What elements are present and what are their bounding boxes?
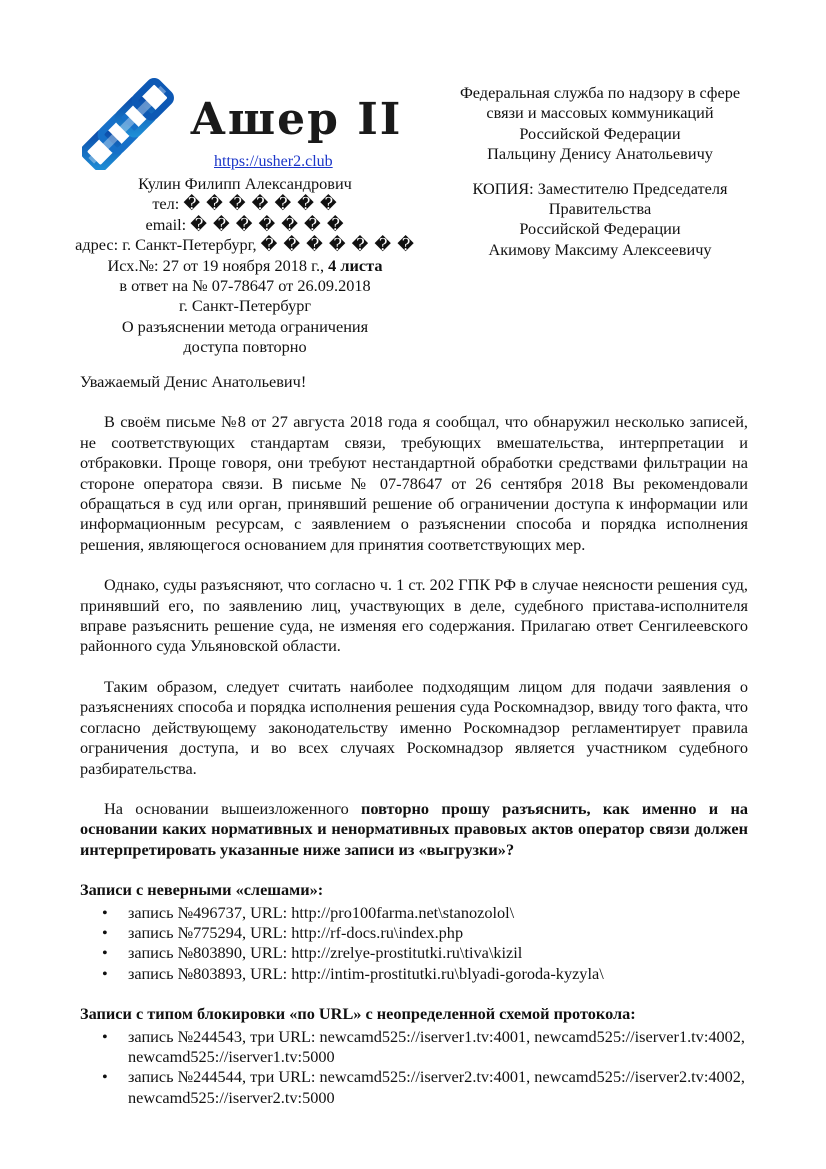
list-item: • запись №244543, три URL: newcamd525://iserver1.tv:4001, newcamd525://iserver1.tv:4002, newcamd525://iserver1.tv:5000 [128,1027,748,1068]
logo-url-link[interactable]: https://usher2.club [214,153,333,170]
copy-line-1: КОПИЯ: Заместителю Председателя [472,178,728,198]
paragraph-3: Таким образом, следует считать наиболее подходящим лицом для подачи заявления о разъяснениях способа и порядка исполнения решения суда Роскомнадзор, ввиду того факта, что согласно действующему законодательству именно Роскомнадзор регламентирует правила ограничения доступа, и во всех случаях Роскомнадзор является участником судебного разбирательства. [80,676,748,778]
chain-icon [82,78,174,170]
list-item: • запись №244544, три URL: newcamd525://iserver2.tv:4001, newcamd525://iserver2.tv:4002, newcamd525://iserver2.tv:5000 [128,1067,748,1108]
subject-line-2: доступа повторно [183,337,307,357]
section-1-list [80,903,748,985]
copy-line-3: Российской Федерации [519,219,681,239]
paragraph-2: Однако, суды разъясняют, что согласно ч. 1 ст. 202 ГПК РФ в случае неясности решения суд, принявший его, по заявлению лиц, участвующих в деле, судебного пристава-исполнителя вправе разъяснить решение суда, не изменяя его содержания. Прилагаю ответ Сенгилеевского районного суда Ульяновской области. [80,575,748,656]
sender-city: г. Санкт-Петербург [178,296,312,316]
logo-title: Ашер II [190,94,403,145]
copy-line-2: Правительства [548,199,652,219]
section-2-list [80,1027,748,1109]
phone-value: � � � � � � � [183,194,338,214]
addressee-line-4: Пальцину Денису Анатольевичу [487,144,713,164]
paragraph-4-request: повторно прошу разъяснить, как именно и на основании каких нормативных и ненормативных правовых актов оператор связи должен интерпретировать указанные ниже записи из «выгрузки»? [80,798,748,859]
list-item: • запись №803893, URL: http://intim-prostitutki.ru\blyadi-goroda-kyzyla\ [128,964,748,984]
subject-line-1: О разъяснении метода ограничения [121,316,369,336]
outgoing-prefix: Исх.№: 27 от 19 ноября 2018 г., [107,255,325,275]
list-item: • запись №803890, URL: http://zrelye-prostitutki.ru\tiva\kizil [128,943,748,963]
copy-line-4: Акимову Максиму Алексеевичу [488,239,712,259]
salutation: Уважаемый Денис Анатольевич! [80,372,307,391]
section-2-title: Записи с типом блокировки «по URL» с неопределенной схемой протокола: [80,1004,636,1024]
addressee-block [420,83,780,260]
paragraph-1: В своём письме №8 от 27 августа 2018 года я сообщал, что обнаружил несколько записей, не соответствующих стандартам связи, требующих вмешательства, интерпретации и отбраковки. Проще говоря, они требуют нестандартной обработки средствами фильтрации на стороне оператора связи. В письме № 07-78647 от 26 сентября 2018 Вы рекомендовали обращаться в суд или орган, принявший решение об ограничении доступа к информации или информационным ресурсам, с заявлением о разъяснении способа и порядка исполнения решения, являющегося основанием для принятия соответствующих мер. [80,412,748,554]
addressee-line-1: Федеральная служба по надзору в сфере [459,83,741,102]
email-value: � � � � � � � [190,214,345,234]
addressee-line-2: связи и массовых коммуникаций [486,103,714,123]
list-item: • запись №775294, URL: http://rf-docs.ru\index.php [128,923,748,943]
sender-email [70,215,420,235]
section-1-title: Записи с неверными «слешами»: [80,880,324,900]
sender-name: Кулин Филипп Александрович [138,174,352,193]
email-label: email: [145,214,187,234]
address-value: � � � � � � � [260,235,415,255]
address-label: адрес: г. Санкт-Петербург, [75,235,257,255]
sender-address [70,235,420,255]
paragraph-4-lead: На основании вышеизложенного [104,798,362,818]
outgoing-sheets: 4 листа [328,255,383,275]
reply-to: в ответ на № 07-78647 от 26.09.2018 [119,276,371,296]
letter-body [80,372,748,1128]
phone-label: тел: [152,194,180,214]
outgoing-number [70,256,420,276]
sender-phone [70,194,420,214]
paragraph-4 [80,799,748,860]
addressee-line-3: Российской Федерации [519,123,681,143]
sender-block [70,174,420,358]
list-item: • запись №496737, URL: http://pro100farma.net\stanozolol\ [128,903,748,923]
